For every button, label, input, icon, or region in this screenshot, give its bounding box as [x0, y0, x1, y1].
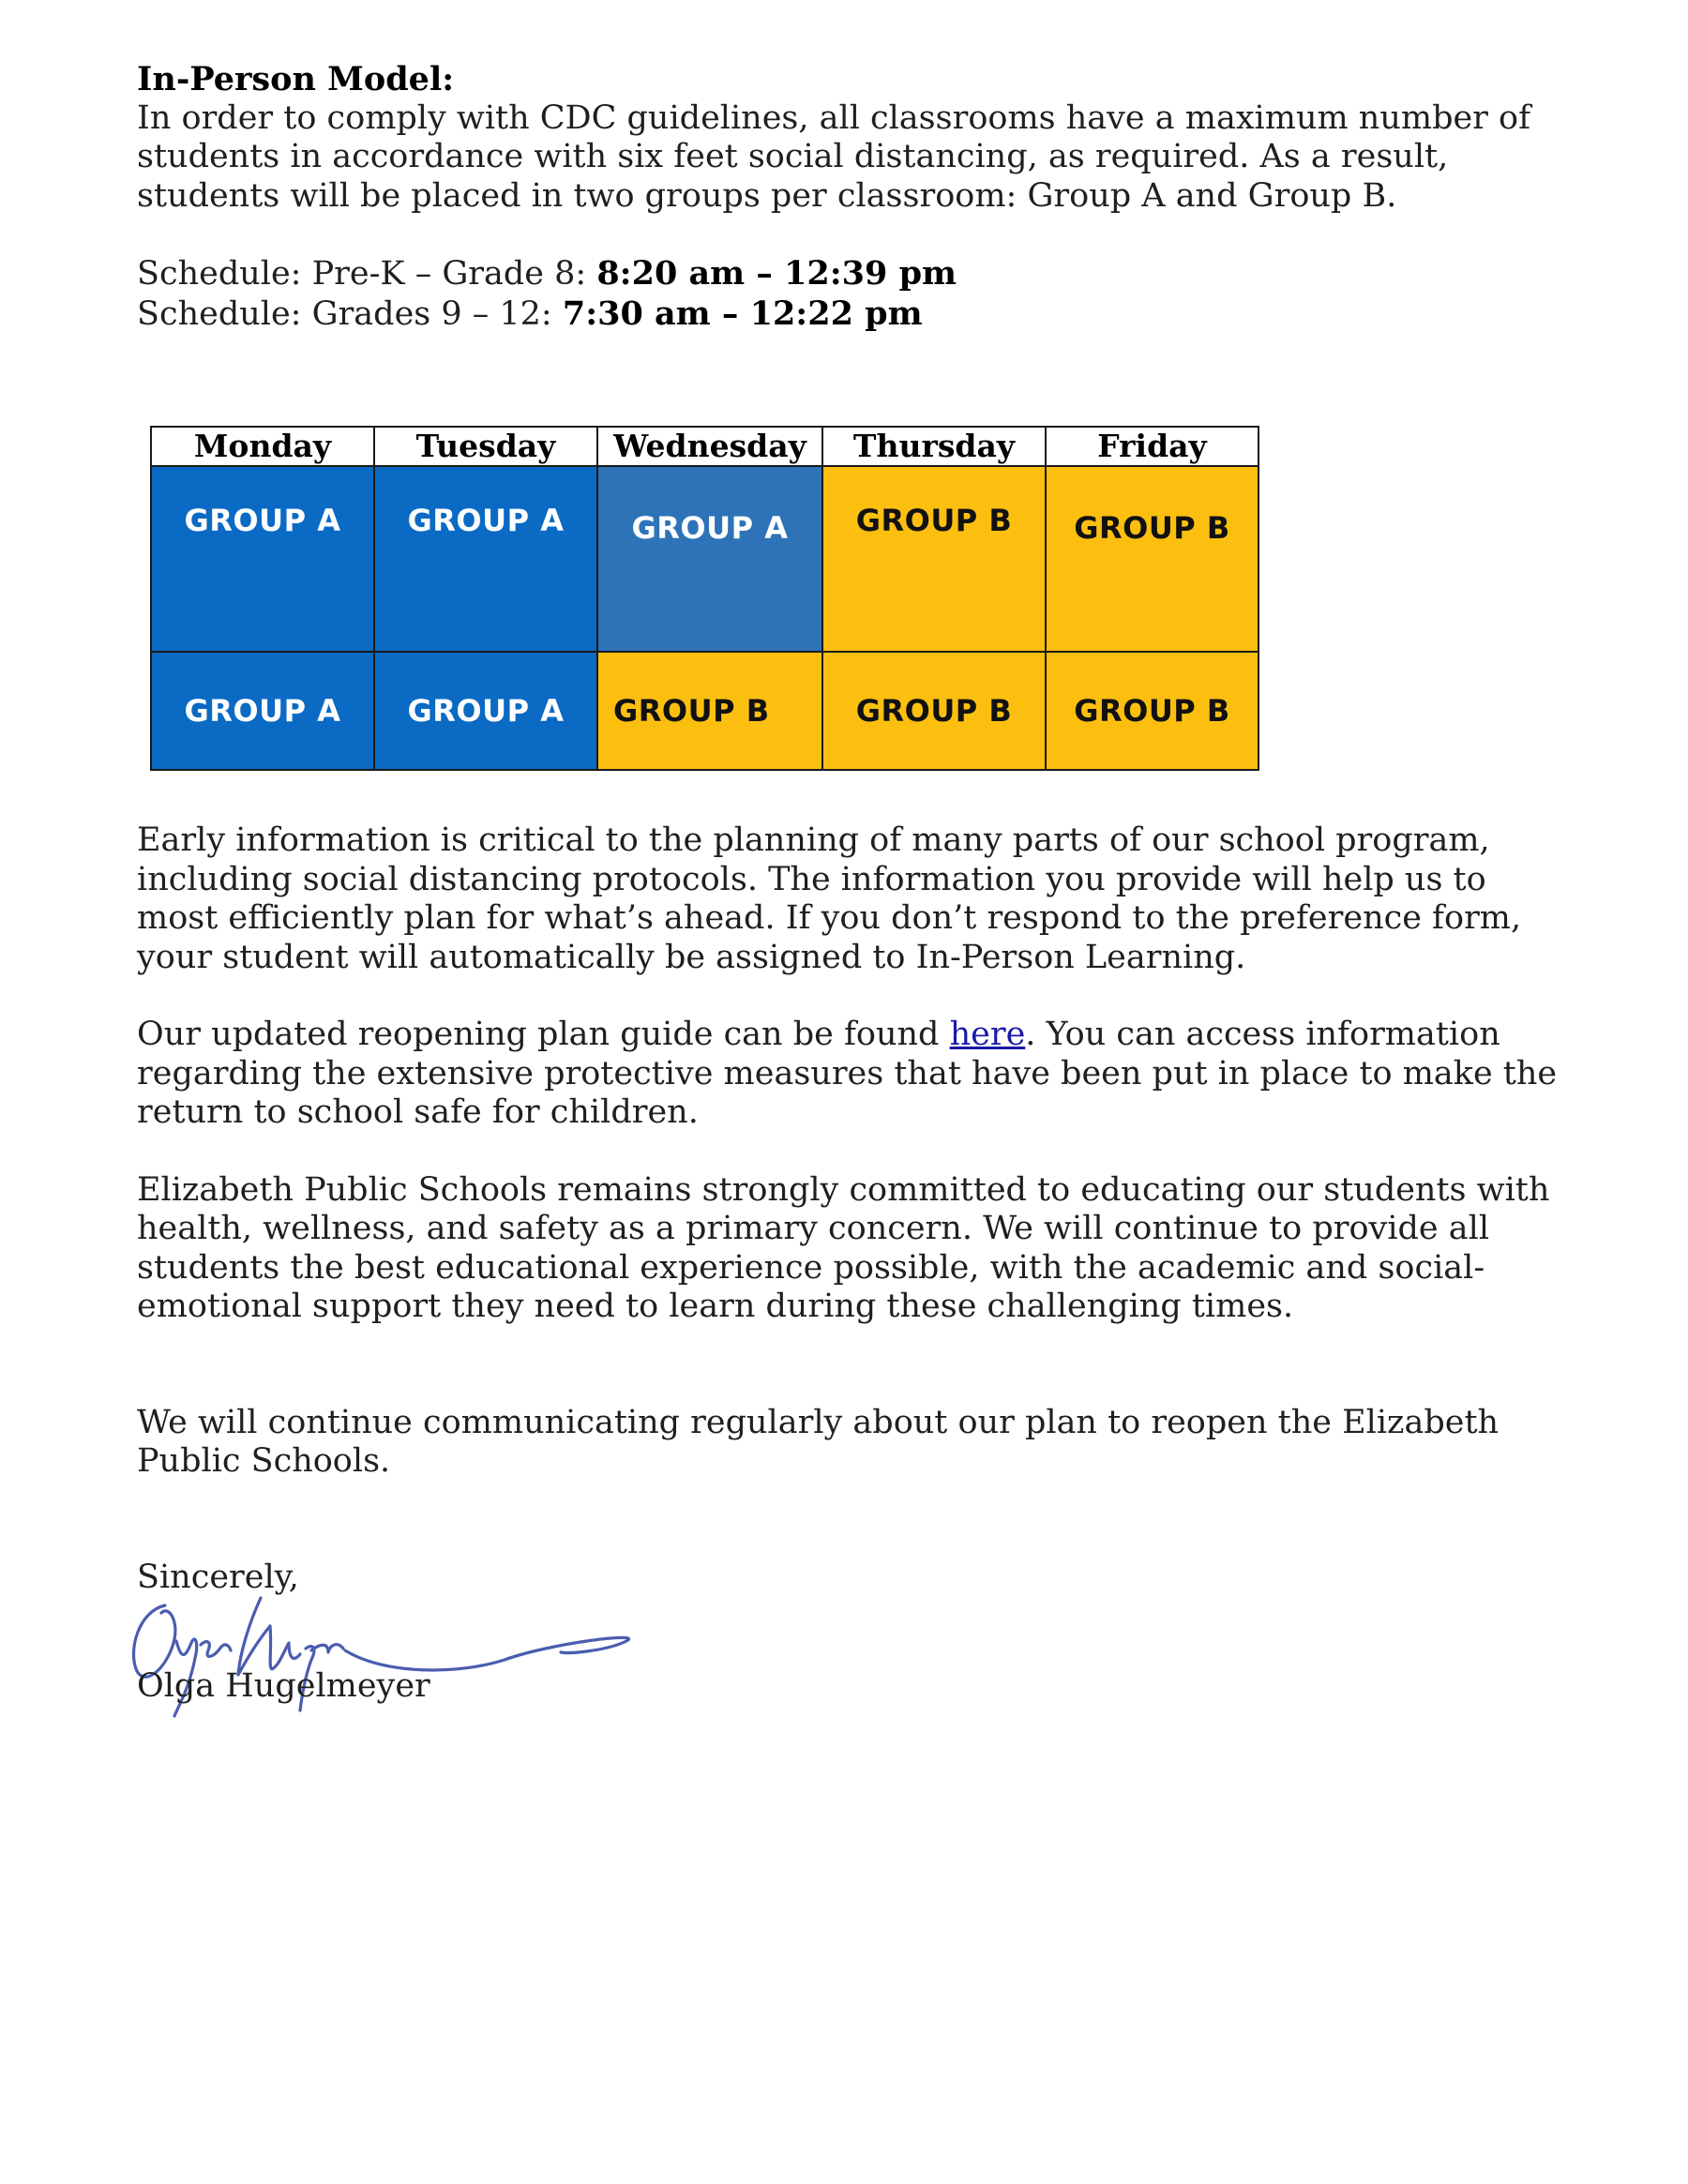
group-cell: GROUP B: [1046, 652, 1258, 770]
group-cell: GROUP A: [374, 466, 597, 652]
schedule-time: 7:30 am – 12:22 pm: [562, 294, 923, 333]
group-cell: GROUP A: [151, 466, 374, 652]
intro-line: In order to comply with CDC guidelines, all classrooms have a maximum number of: [137, 98, 1531, 137]
closing: Sincerely,: [137, 1558, 299, 1596]
signer-name: Olga Hugelmeyer: [137, 1667, 430, 1705]
paragraph-line: most efficiently plan for what’s ahead. If you don’t respond to the preference form,: [137, 899, 1522, 937]
paragraph-line: Elizabeth Public Schools remains strongly committed to educating our students with: [137, 1170, 1550, 1209]
paragraph-line: health, wellness, and safety as a primary concern. We will continue to provide all: [137, 1210, 1490, 1247]
day-header: Tuesday: [374, 427, 597, 466]
group-cell: GROUP A: [374, 652, 597, 770]
group-cell: GROUP B: [822, 466, 1046, 652]
letter-body: [137, 60, 1562, 334]
section-heading: In-Person Model:: [137, 60, 455, 98]
group-cell: GROUP B: [597, 652, 822, 770]
group-cell: GROUP A: [151, 652, 374, 770]
paragraph-line: Public Schools.: [137, 1442, 391, 1480]
paragraph-line: Our updated reopening plan guide can be found here. You can access information: [137, 1016, 1500, 1053]
signer-block: [137, 1667, 1562, 1707]
paragraph-line: regarding the extensive protective measures that have been put in place to make the: [137, 1054, 1558, 1092]
paragraph-line: including social distancing protocols. The information you provide will help us to: [137, 860, 1486, 898]
paragraph-line: We will continue communicating regularly about our plan to reopen the Elizabeth: [137, 1403, 1500, 1441]
group-cell: GROUP B: [1046, 466, 1258, 652]
reopening-guide-link[interactable]: here: [949, 1016, 1026, 1053]
table-row: [151, 652, 1258, 770]
paragraph-line: your student will automatically be assigned to In-Person Learning.: [137, 938, 1246, 976]
schedule-line-9-12: Schedule: Grades 9 – 12: 7:30 am – 12:22 pm: [137, 294, 923, 333]
day-header: Thursday: [822, 427, 1046, 466]
group-cell: GROUP A: [597, 466, 822, 652]
group-schedule-table: [150, 426, 1259, 771]
table-row: [151, 466, 1258, 652]
intro-line: students will be placed in two groups per classroom: Group A and Group B.: [137, 176, 1397, 215]
day-header: Wednesday: [597, 427, 822, 466]
day-header: Monday: [151, 427, 374, 466]
letter-body-lower: [137, 821, 1562, 1597]
intro-line: students in accordance with six feet social distancing, as required. As a result,: [137, 138, 1449, 175]
schedule-line-prek-8: Schedule: Pre-K – Grade 8: 8:20 am – 12:39 pm: [137, 254, 957, 293]
group-cell: GROUP B: [822, 652, 1046, 770]
day-header: Friday: [1046, 427, 1258, 466]
paragraph-line: Early information is critical to the planning of many parts of our school program,: [137, 821, 1490, 859]
paragraph-line: emotional support they need to learn during these challenging times.: [137, 1288, 1294, 1325]
paragraph-line: return to school safe for children.: [137, 1093, 699, 1131]
schedule-time: 8:20 am – 12:39 pm: [596, 254, 957, 293]
paragraph-line: students the best educational experience possible, with the academic and social-: [137, 1248, 1485, 1287]
